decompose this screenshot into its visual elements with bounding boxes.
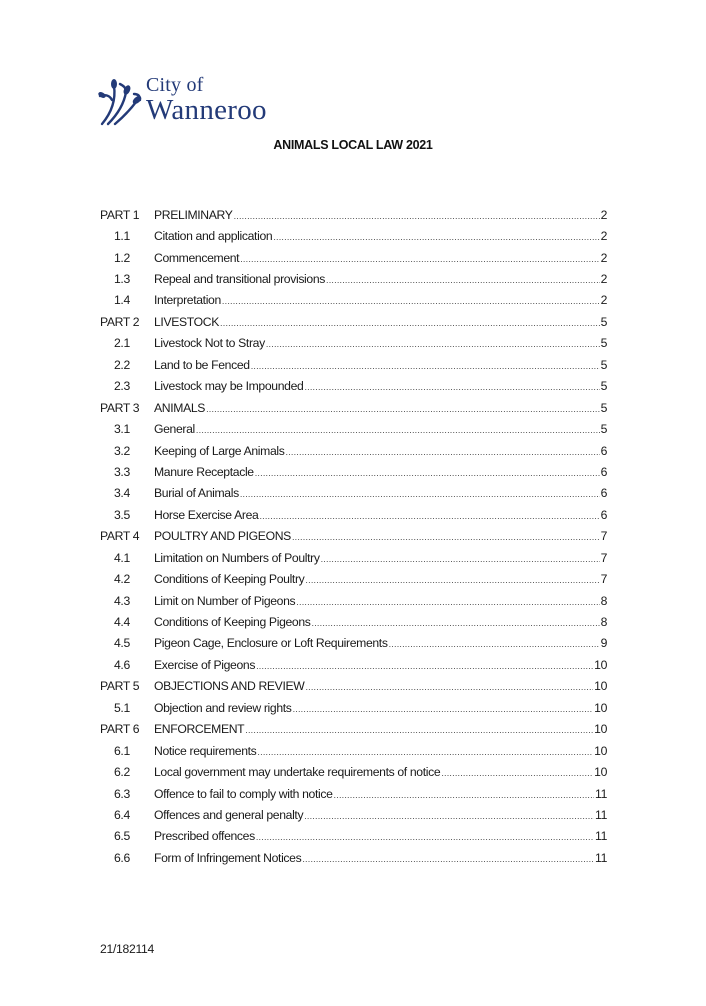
toc-entry-page: 2	[600, 293, 607, 308]
toc-section-entry[interactable]	[100, 611, 607, 632]
toc-entry-title-leader	[154, 293, 601, 307]
toc-section-entry[interactable]	[100, 504, 607, 525]
toc-section-entry[interactable]	[100, 376, 607, 397]
toc-entry-title-leader	[154, 679, 594, 693]
toc-entry-title-leader	[154, 744, 594, 758]
toc-entry-page: 2	[600, 229, 607, 244]
dot-leader	[259, 511, 599, 521]
toc-entry-title: Limit on Number of Pigeons	[154, 593, 296, 608]
toc-entry-page: 7	[600, 572, 607, 587]
toc-entry-title-leader	[154, 208, 601, 222]
dot-leader	[240, 254, 599, 264]
toc-section-entry[interactable]	[100, 568, 607, 589]
dot-leader	[293, 704, 594, 714]
dot-leader	[251, 361, 600, 371]
toc-entry-title-leader	[154, 251, 601, 265]
toc-part-entry[interactable]	[100, 311, 607, 332]
toc-entry-title: LIVESTOCK	[154, 314, 220, 329]
toc-entry-title: Objection and review rights	[154, 700, 292, 715]
toc-entry-title-leader	[154, 508, 601, 522]
dot-leader	[326, 275, 600, 285]
toc-entry-page: 10	[594, 700, 607, 715]
dot-leader	[296, 597, 599, 607]
toc-entry-number: 6.2	[114, 765, 130, 780]
dot-leader	[305, 575, 599, 585]
toc-entry-title: Land to be Fenced	[154, 357, 250, 372]
toc-entry-page: 8	[600, 615, 607, 630]
toc-entry-title: Conditions of Keeping Pigeons	[154, 615, 311, 630]
logo-line-2: Wanneroo	[146, 94, 267, 126]
toc-part-entry[interactable]	[100, 204, 607, 225]
toc-entry-title: OBJECTIONS AND REVIEW	[154, 679, 305, 694]
toc-entry-number: PART 4	[100, 529, 140, 544]
toc-entry-page: 5	[600, 379, 607, 394]
toc-section-entry[interactable]	[100, 826, 607, 847]
dot-leader	[266, 339, 600, 349]
toc-entry-title-leader	[154, 465, 601, 479]
toc-entry-page: 9	[600, 636, 607, 651]
toc-entry-title-leader	[154, 808, 595, 822]
toc-part-entry[interactable]	[100, 397, 607, 418]
toc-entry-title: Burial of Animals	[154, 486, 239, 501]
toc-entry-title: Exercise of Pigeons	[154, 657, 256, 672]
dot-leader	[206, 404, 600, 414]
toc-entry-number: 4.4	[114, 615, 130, 630]
toc-entry-title-leader	[154, 486, 601, 500]
toc-section-entry[interactable]	[100, 633, 607, 654]
toc-entry-title: Notice requirements	[154, 743, 257, 758]
toc-entry-title-leader	[154, 272, 601, 286]
toc-entry-number: PART 1	[100, 207, 140, 222]
toc-entry-title-leader	[154, 572, 601, 586]
toc-entry-number: 2.1	[114, 336, 130, 351]
toc-entry-number: 6.1	[114, 743, 130, 758]
toc-section-entry[interactable]	[100, 268, 607, 289]
toc-section-entry[interactable]	[100, 761, 607, 782]
dot-leader	[286, 447, 600, 457]
toc-entry-number: 4.1	[114, 550, 130, 565]
toc-entry-title: Citation and application	[154, 229, 273, 244]
toc-entry-number: 1.4	[114, 293, 130, 308]
toc-entry-number: 1.3	[114, 272, 130, 287]
toc-entry-title-leader	[154, 701, 594, 715]
toc-section-entry[interactable]	[100, 483, 607, 504]
dot-leader	[312, 618, 600, 628]
toc-entry-page: 5	[600, 422, 607, 437]
toc-entry-number: 6.5	[114, 829, 130, 844]
toc-entry-title: PRELIMINARY	[154, 207, 233, 222]
dot-leader	[257, 747, 593, 757]
toc-entry-title-leader	[154, 594, 601, 608]
city-logo	[98, 74, 278, 128]
toc-section-entry[interactable]	[100, 847, 607, 868]
table-of-contents	[100, 204, 607, 869]
toc-entry-title: Pigeon Cage, Enclosure or Loft Requirements	[154, 636, 388, 651]
toc-part-entry[interactable]	[100, 719, 607, 740]
toc-section-entry[interactable]	[100, 290, 607, 311]
toc-entry-page: 11	[595, 786, 607, 801]
toc-entry-title: Commencement	[154, 250, 240, 265]
dot-leader	[222, 296, 600, 306]
document-title: ANIMALS LOCAL LAW 2021	[273, 138, 433, 152]
toc-entry-page: 11	[595, 807, 607, 822]
dot-leader	[256, 661, 593, 671]
toc-entry-title: Limitation on Numbers of Poultry	[154, 550, 320, 565]
toc-part-entry[interactable]	[100, 526, 607, 547]
toc-entry-title-leader	[154, 336, 601, 350]
toc-entry-number: PART 3	[100, 400, 140, 415]
toc-entry-title-leader	[154, 787, 595, 801]
toc-entry-title-leader	[154, 851, 595, 865]
dot-leader	[273, 232, 599, 242]
toc-entry-title: ANIMALS	[154, 400, 206, 415]
toc-entry-number: 3.1	[114, 422, 130, 437]
toc-entry-title-leader	[154, 379, 601, 393]
toc-entry-number: 2.3	[114, 379, 130, 394]
toc-section-entry[interactable]	[100, 654, 607, 675]
dot-leader	[292, 532, 600, 542]
toc-entry-title: Manure Receptacle	[154, 464, 254, 479]
toc-entry-title-leader	[154, 422, 601, 436]
toc-entry-number: 4.5	[114, 636, 130, 651]
dot-leader	[302, 854, 594, 864]
toc-section-entry[interactable]	[100, 461, 607, 482]
toc-entry-number: 3.2	[114, 443, 130, 458]
toc-entry-title-leader	[154, 444, 601, 458]
dot-leader	[245, 725, 593, 735]
toc-entry-title: Interpretation	[154, 293, 221, 308]
toc-entry-title: Livestock may be Impounded	[154, 379, 304, 394]
toc-entry-page: 11	[595, 850, 607, 865]
toc-entry-number: PART 5	[100, 679, 140, 694]
toc-entry-title: Offence to fail to comply with notice	[154, 786, 333, 801]
toc-section-entry[interactable]	[100, 804, 607, 825]
toc-entry-number: 6.4	[114, 807, 130, 822]
dot-leader	[256, 832, 594, 842]
toc-entry-number: 1.2	[114, 250, 130, 265]
toc-section-entry[interactable]	[100, 697, 607, 718]
toc-entry-page: 5	[600, 357, 607, 372]
toc-entry-title-leader	[154, 529, 601, 543]
toc-entry-title-leader	[154, 765, 594, 779]
toc-entry-title-leader	[154, 401, 601, 415]
dot-leader	[240, 489, 600, 499]
toc-section-entry[interactable]	[100, 590, 607, 611]
toc-entry-page: 6	[600, 507, 607, 522]
toc-entry-title: Prescribed offences	[154, 829, 255, 844]
logo-line-1: City of	[146, 74, 204, 96]
dot-leader	[304, 811, 594, 821]
dot-leader	[441, 768, 593, 778]
toc-entry-title-leader	[154, 551, 601, 565]
dot-leader	[305, 682, 593, 692]
toc-entry-title: POULTRY AND PIGEONS	[154, 529, 291, 544]
kangaroo-paw-flower-icon	[98, 78, 144, 126]
dot-leader	[321, 554, 600, 564]
toc-entry-page: 11	[595, 829, 607, 844]
toc-entry-title-leader	[154, 615, 601, 629]
dot-leader	[255, 468, 600, 478]
toc-section-entry[interactable]	[100, 440, 607, 461]
toc-entry-page: 6	[600, 443, 607, 458]
toc-entry-title: Keeping of Large Animals	[154, 443, 285, 458]
toc-entry-title: Repeal and transitional provisions	[154, 272, 326, 287]
toc-entry-page: 6	[600, 464, 607, 479]
toc-section-entry[interactable]	[100, 225, 607, 246]
dot-leader	[304, 382, 599, 392]
toc-entry-page: 7	[600, 529, 607, 544]
toc-entry-number: 3.5	[114, 507, 130, 522]
toc-entry-title-leader	[154, 658, 594, 672]
toc-entry-page: 2	[600, 250, 607, 265]
toc-entry-page: 10	[594, 743, 607, 758]
toc-entry-page: 10	[594, 722, 607, 737]
toc-section-entry[interactable]	[100, 333, 607, 354]
toc-entry-number: 5.1	[114, 700, 130, 715]
toc-entry-page: 5	[600, 314, 607, 329]
toc-entry-page: 10	[594, 657, 607, 672]
toc-entry-title: Livestock Not to Stray	[154, 336, 265, 351]
toc-entry-number: 4.6	[114, 657, 130, 672]
toc-section-entry[interactable]	[100, 740, 607, 761]
toc-entry-page: 7	[600, 550, 607, 565]
toc-entry-page: 2	[600, 207, 607, 222]
toc-entry-title: General	[154, 422, 195, 437]
toc-entry-page: 5	[600, 336, 607, 351]
toc-entry-number: 6.6	[114, 850, 130, 865]
toc-entry-number: 4.2	[114, 572, 130, 587]
toc-entry-title-leader	[154, 229, 601, 243]
toc-entry-page: 8	[600, 593, 607, 608]
dot-leader	[196, 425, 600, 435]
toc-entry-title-leader	[154, 722, 594, 736]
toc-entry-title: Local government may undertake requirements of notice	[154, 765, 441, 780]
toc-entry-number: 3.4	[114, 486, 130, 501]
dot-leader	[389, 639, 600, 649]
toc-entry-number: 2.2	[114, 357, 130, 372]
toc-entry-title-leader	[154, 636, 601, 650]
toc-section-entry[interactable]	[100, 247, 607, 268]
toc-entry-number: 4.3	[114, 593, 130, 608]
toc-entry-number: 6.3	[114, 786, 130, 801]
toc-entry-title: Offences and general penalty	[154, 807, 304, 822]
dot-leader	[234, 211, 600, 221]
toc-entry-title: Horse Exercise Area	[154, 507, 259, 522]
toc-entry-number: PART 2	[100, 314, 140, 329]
document-reference: 21/182114	[100, 942, 155, 956]
toc-entry-page: 5	[600, 400, 607, 415]
dot-leader	[334, 790, 595, 800]
toc-entry-number: 1.1	[114, 229, 130, 244]
toc-section-entry[interactable]	[100, 547, 607, 568]
toc-section-entry[interactable]	[100, 354, 607, 375]
toc-entry-title: Conditions of Keeping Poultry	[154, 572, 305, 587]
toc-entry-page: 2	[600, 272, 607, 287]
toc-entry-number: PART 6	[100, 722, 140, 737]
toc-entry-title: ENFORCEMENT	[154, 722, 245, 737]
toc-entry-title-leader	[154, 315, 601, 329]
toc-entry-page: 10	[594, 765, 607, 780]
toc-entry-title-leader	[154, 358, 601, 372]
toc-section-entry[interactable]	[100, 418, 607, 439]
dot-leader	[220, 318, 600, 328]
toc-entry-title: Form of Infringement Notices	[154, 850, 302, 865]
toc-entry-page: 10	[594, 679, 607, 694]
toc-part-entry[interactable]	[100, 676, 607, 697]
toc-entry-page: 6	[600, 486, 607, 501]
toc-entry-title-leader	[154, 829, 595, 843]
toc-entry-number: 3.3	[114, 464, 130, 479]
toc-section-entry[interactable]	[100, 783, 607, 804]
